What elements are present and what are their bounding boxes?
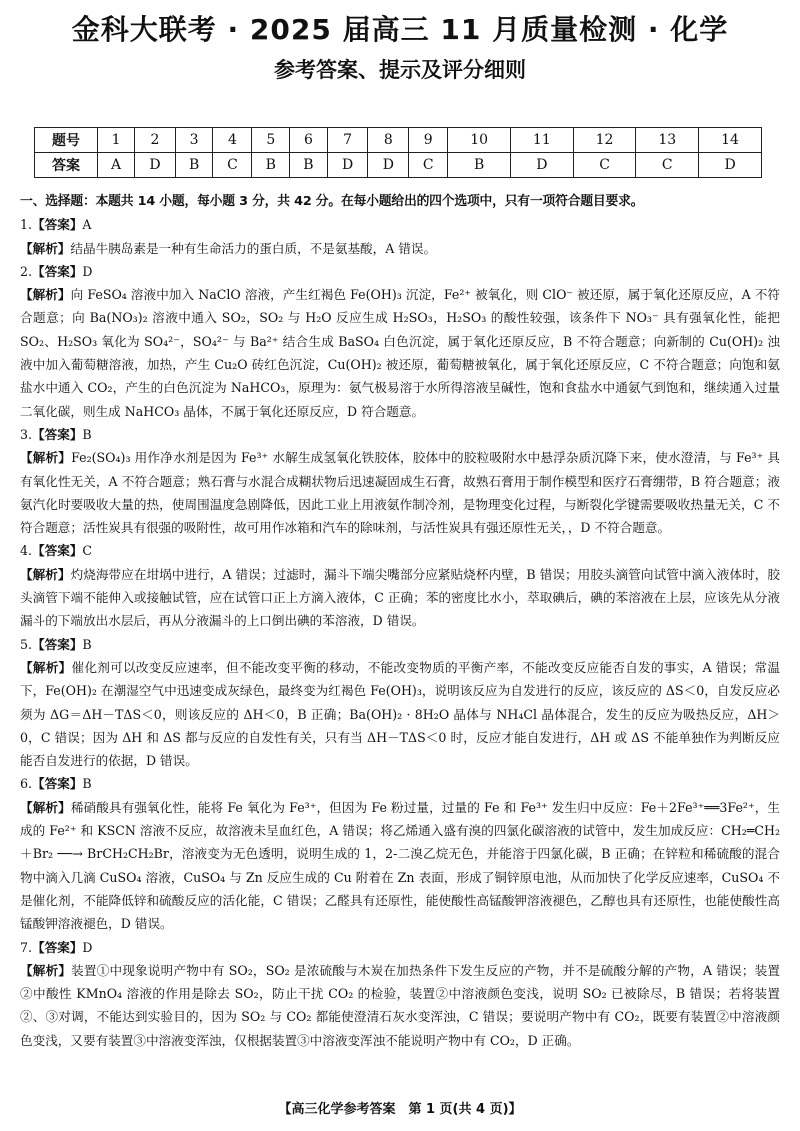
answer-cell: B <box>448 153 511 178</box>
question-number-cell: 8 <box>368 128 409 153</box>
analysis-text: 灼烧海带应在坩埚中进行，A 错误；过滤时，漏斗下端尖嘴部分应紧贴烧杯内壁，B 错误；用胶头滴管向试管中滴入液体时，胶头滴管下端不能伸入或接触试管，应在试管口正上方滴入液体，C 正确；苯的密度比水小，萃取碘后，碘的苯溶液在上层，应该先从分液漏斗的下端放出水层后，再从分液漏斗的上口倒出碘的苯溶液，D 错误。 <box>20 566 780 629</box>
analysis-text: 催化剂可以改变反应速率，但不能改变平衡的移动，不能改变物质的平衡产率，不能改变反应能否自发的事实，A 错误；常温下，Fe(OH)₂ 在潮湿空气中迅速变成灰绿色，最终变为红褐色 Fe(OH)₃，说明该反应为自发进行的反应，该反应的 ΔS＜0，自发反应必须为 ΔG＝ΔH－TΔS＜0，则该反应的 ΔH＜0，B 正确；Ba(OH)₂ · 8H₂O 晶体与 NH₄Cl 晶体混合，发生的反应为吸热反应，ΔH＞0，C 错误；因为 ΔH 和 ΔS 都与反应的自发性有关，只有当 ΔH－TΔS＜0 时，反应才能自发进行，ΔH 或 ΔS 不能单独作为判断反应能否自发进行的依据，D 错误。 <box>20 659 780 769</box>
answer-cell: D <box>510 153 573 178</box>
question-number: 7. <box>20 939 33 955</box>
row-label-number: 题号 <box>35 128 98 153</box>
question-number-cell: 6 <box>290 128 328 153</box>
question-answer-line <box>20 633 780 656</box>
analysis-label: 【解析】 <box>20 287 71 303</box>
question-number: 6. <box>20 776 33 792</box>
answer-cell: C <box>409 153 448 178</box>
answer-cell: D <box>327 153 368 178</box>
question-number-cell: 14 <box>699 128 762 153</box>
analysis-text: Fe₂(SO₄)₃ 用作净水剂是因为 Fe³⁺ 水解生成氢氧化铁胶体，胶体中的胶粒吸附水中悬浮杂质沉降下来，使水澄清，与 Fe³⁺ 具有氧化性无关，A 不符合题意；熟石膏与水混合成糊状物后迅速凝固成生石膏，故熟石膏用于制作模型和医疗石膏绷带，B 符合题意；液氨汽化时要吸收大量的热，使周围温度急剧降低，因此工业上用液氨作制冷剂，是物理变化过程，与断裂化学键需要吸收热量无关，C 不符合题意；活性炭具有很强的吸附性，故可用作冰箱和汽车的除味剂，与活性炭具有强还原性无关，，D 不符合题意。 <box>20 450 780 536</box>
analysis-label: 【解析】 <box>20 659 72 675</box>
question-number: 3. <box>20 426 33 442</box>
question-number: 2. <box>20 263 33 279</box>
answer-cell: C <box>573 153 636 178</box>
page-title: 金科大联考 · 2025 届高三 11 月质量检测 · 化学 <box>71 13 729 46</box>
analysis-text: 装置①中现象说明产物中有 SO₂，SO₂ 是浓硫酸与木炭在加热条件下发生反应的产物，并不是硫酸分解的产物，A 错误；装置②中酸性 KMnO₄ 溶液的作用是除去 SO₂，防止干扰 CO₂ 的检验，装置②中溶液颜色变浅，说明 SO₂ 已被除尽，B 错误；若将装置②、③对调，不能达到实验目的，因为 SO₂ 与 CO₂ 都能使澄清石灰水变浑浊，C 错误；要说明产物中有 CO₂，既要有装置②中溶液颜色变浅，又要有装置③中溶液变浑浊，仅根据装置③中溶液变浑浊不能说明产物中有 CO₂，D 正确。 <box>20 962 781 1048</box>
question-number-cell: 3 <box>175 128 213 153</box>
analysis-label: 【解析】 <box>20 962 72 978</box>
answer-table-number-row <box>35 128 762 153</box>
answer-value: C <box>82 543 93 559</box>
analysis-label: 【解析】 <box>20 566 71 582</box>
question-number: 4. <box>20 543 33 559</box>
answer-cell: D <box>135 153 176 178</box>
answer-value: A <box>82 217 92 233</box>
question-number-cell: 11 <box>510 128 573 153</box>
analysis-label: 【解析】 <box>20 450 72 466</box>
section-heading: 一、选择题：本题共 14 小题，每小题 3 分，共 42 分。在每小题给出的四个选项中，只有一项符合题目要求。 <box>20 194 644 209</box>
answer-label: 【答案】 <box>32 263 83 279</box>
question-analysis <box>20 283 780 423</box>
answer-label: 【答案】 <box>32 939 83 955</box>
answer-value: D <box>82 263 93 279</box>
answer-cell: A <box>98 153 135 178</box>
question-number-cell: 7 <box>327 128 368 153</box>
answer-cell: B <box>175 153 213 178</box>
answer-cell: C <box>213 153 252 178</box>
question-analysis <box>20 656 780 772</box>
question-answer-line <box>20 423 780 446</box>
question-number: 1. <box>20 217 33 233</box>
question-analysis <box>20 446 780 539</box>
question-number-cell: 12 <box>573 128 636 153</box>
answer-cell: D <box>368 153 409 178</box>
question-answer-line <box>20 213 780 236</box>
analysis-text: 稀硝酸具有强氧化性，能将 Fe 氧化为 Fe³⁺，但因为 Fe 粉过量，过量的 Fe 和 Fe³⁺ 发生归中反应：Fe＋2Fe³⁺══3Fe²⁺，生成的 Fe²⁺ 和 KSCN 溶液不反应，故溶液未呈血红色，A 错误；将乙烯通入盛有溴的四氯化碳溶液的试管中，发生加成反应：CH₂═CH₂ ＋Br₂ ──→ BrCH₂CH₂Br，溶液变为无色透明，说明生成的 1，2-二溴乙烷无色，并能溶于四氯化碳，B 正确；在锌粒和稀硫酸的混合物中滴入几滴 CuSO₄ 溶液，CuSO₄ 与 Zn 反应生成的 Cu 附着在 Zn 表面，形成了铜锌原电池，从而加快了化学反应速率，CuSO₄ 不是催化剂，不能降低锌和硫酸反应的活化能，C 错误；乙醛具有还原性，能使酸性高锰酸钾溶液褪色，乙醇也具有还原性，也能使酸性高锰酸钾溶液褪色，D 错误。 <box>20 799 780 932</box>
question-number-cell: 2 <box>135 128 176 153</box>
question-analysis <box>20 796 780 936</box>
answer-value: D <box>82 939 93 955</box>
answer-value: B <box>82 776 92 792</box>
question-answer-line <box>20 936 780 959</box>
analysis-text: 结晶牛胰岛素是一种有生命活力的蛋白质，不是氨基酸，A 错误。 <box>70 240 437 256</box>
question-answer-line <box>20 772 780 795</box>
answer-value: B <box>82 636 92 652</box>
answer-label: 【答案】 <box>32 776 83 792</box>
question-answer-line <box>20 539 780 562</box>
answer-cell: D <box>699 153 762 178</box>
question-analysis <box>20 563 780 633</box>
answer-table-answer-row <box>35 153 762 178</box>
question-analysis <box>20 959 780 1052</box>
answer-label: 【答案】 <box>32 217 83 233</box>
answer-cell: C <box>636 153 699 178</box>
analysis-label: 【解析】 <box>20 799 71 815</box>
answer-label: 【答案】 <box>32 636 83 652</box>
answer-cell: B <box>252 153 290 178</box>
answer-value: B <box>82 426 92 442</box>
question-number-cell: 1 <box>98 128 135 153</box>
answer-cell: B <box>290 153 328 178</box>
analysis-text: 向 FeSO₄ 溶液中加入 NaClO 溶液，产生红褐色 Fe(OH)₃ 沉淀，Fe²⁺ 被氧化，则 ClO⁻ 被还原，属于氧化还原反应，A 不符合题意；向 Ba(NO₃)₂ 溶液中通入 SO₂，SO₂ 与 H₂O 反应生成 H₂SO₃，H₂SO₃ 的酸性较强，该条件下 NO₃⁻ 具有强氧化性，能把 SO₂、H₂SO₃ 氧化为 SO₄²⁻，SO₄²⁻ 与 Ba²⁺ 结合生成 BaSO₄ 白色沉淀，属于氧化还原反应，B 不符合题意；向新制的 Cu(OH)₂ 浊液中加入葡萄糖溶液，加热，产生 Cu₂O 砖红色沉淀，Cu(OH)₂ 被还原，葡萄糖被氧化，属于氧化还原反应，C 不符合题意；向饱和氨盐水中通入 CO₂，产生的白色沉淀为 NaHCO₃，原理为：氨气极易溶于水所得溶液呈碱性，饱和食盐水中通氨气到饱和，继续通入过量二氧化碳，则生成 NaHCO₃ 晶体，不属于氧化还原反应，D 符合题意。 <box>20 287 781 419</box>
analysis-label: 【解析】 <box>20 240 71 256</box>
page-subtitle: 参考答案、提示及评分细则 <box>274 58 526 82</box>
question-number-cell: 13 <box>636 128 699 153</box>
row-label-answer: 答案 <box>35 153 98 178</box>
answer-table <box>34 127 762 178</box>
question-number-cell: 4 <box>213 128 252 153</box>
answer-label: 【答案】 <box>32 426 83 442</box>
question-number-cell: 9 <box>409 128 448 153</box>
question-answer-line <box>20 260 780 283</box>
answer-explanations <box>20 190 780 1052</box>
question-number: 5. <box>20 636 33 652</box>
page-footer: 【高三化学参考答案 第 1 页(共 4 页)】 <box>278 1102 522 1117</box>
question-number-cell: 5 <box>252 128 290 153</box>
question-analysis <box>20 237 780 260</box>
answer-label: 【答案】 <box>32 543 83 559</box>
question-number-cell: 10 <box>448 128 511 153</box>
